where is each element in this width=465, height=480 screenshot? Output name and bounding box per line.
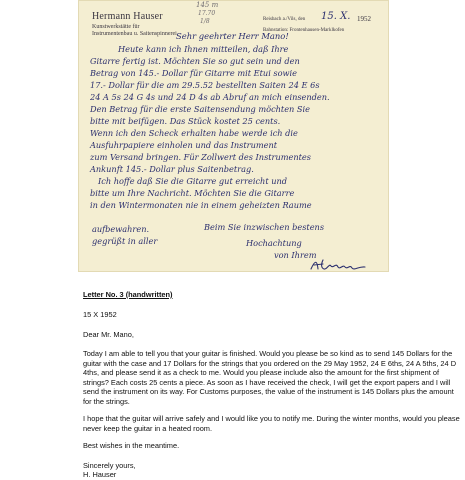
letter-line: Ich hoffe daß Sie die Gitarre gut erreicht und	[98, 176, 288, 186]
transcription-title: Letter No. 3 (handwritten)	[83, 290, 173, 299]
transcription-paragraph: I hope that the guitar will arrive safely and I would like you to notify me. During the winter months, would you please never keep the guitar in a heated room.	[83, 414, 460, 433]
pencil-note-3: 1/8	[200, 18, 210, 25]
letter-line: in den Wintermonaten nie in einem geheizten Raume	[90, 200, 312, 210]
letter-closing-3: Hochachtung	[246, 238, 302, 248]
letterhead-year: 1952	[357, 15, 371, 23]
letterhead-subtitle-1: Kunstwerkstätte für	[92, 24, 140, 30]
letter-body-tail: aufbewahren.	[92, 224, 150, 234]
letter-line: Ankunft 145.- Dollar plus Saitenbetrag.	[90, 164, 254, 174]
letter-line: bitte um Ihre Nachricht. Möchten Sie die Gitarre	[90, 188, 295, 198]
letter-closing-1: Beim Sie inzwischen bestens	[204, 222, 325, 232]
transcription-salutation: Dear Mr. Mano,	[83, 330, 134, 339]
transcription-date: 15 X 1952	[83, 310, 117, 319]
pencil-note-1: 145 m	[196, 1, 219, 9]
letterhead-name: Hermann Hauser	[92, 11, 163, 22]
letter-line: Wenn ich den Scheck erhalten habe werde ich die	[90, 128, 298, 138]
letterhead-address: Bahnstation: Frontenhausen-Marklkofen	[263, 28, 345, 33]
letter-closing-2: gegrüßt in aller	[92, 236, 158, 246]
pencil-note-2: 17.70	[198, 10, 216, 17]
transcription-closing: Sincerely yours,	[83, 461, 136, 470]
letter-scan-image	[78, 0, 389, 272]
letter-line: 24 A 5s 24 G 4s und 24 D 4s ab Abruf an mich einsenden.	[90, 92, 330, 102]
letter-line: bitte mit beifügen. Das Stück kostet 25 cents.	[90, 116, 281, 126]
handwritten-signature	[309, 258, 367, 272]
letter-line: Betrag von 145.- Dollar für Gitarre mit Etui sowie	[90, 68, 298, 78]
letter-line: Ausfuhrpapiere einholen und das Instrument	[90, 140, 278, 150]
letter-line: zum Versand bringen. Für Zollwert des Instrumentes	[90, 152, 311, 162]
letter-salutation: Sehr geehrter Herr Mano!	[176, 31, 289, 41]
transcription-signer: H. Hauser	[83, 470, 117, 479]
handwritten-date: 15. X.	[321, 11, 351, 22]
transcription-paragraph: Best wishes in the meantime.	[83, 441, 180, 450]
letterhead-place-date: Reisbach a./Vils, den	[263, 17, 306, 22]
transcription-paragraph: Today I am able to tell you that your guitar is finished. Would you please be so kind as to send 145 Dollars for the guitar with the case and 17 Dollars for the strings that you ordered on the 29 May 1952, 24 E 6ths, 24 A 5ths, 24 D 4ths, and please send it as a check to me. Would you please include also the amount for the first shipment of strings? Each costs 25 cents a piece. As soon as I have received the check, I will get the export papers and I will send the instrument on its way. For Customs purposes, the value of the instrument is 145 Dollars plus the amount for the strings.	[83, 349, 457, 406]
letter-closing-4: von Ihrem	[274, 250, 317, 260]
letter-line: Heute kann ich Ihnen mitteilen, daß Ihre	[118, 44, 289, 54]
letter-line: Gitarre fertig ist. Möchten Sie so gut sein und den	[90, 56, 300, 66]
letter-line: Den Betrag für die erste Saitensendung möchten Sie	[90, 104, 311, 114]
letter-line: 17.- Dollar für die am 29.5.52 bestellten Saiten 24 E 6s	[90, 80, 320, 90]
letterhead-subtitle-2: Instrumentenbau u. Saitenspinnerei	[92, 31, 177, 37]
